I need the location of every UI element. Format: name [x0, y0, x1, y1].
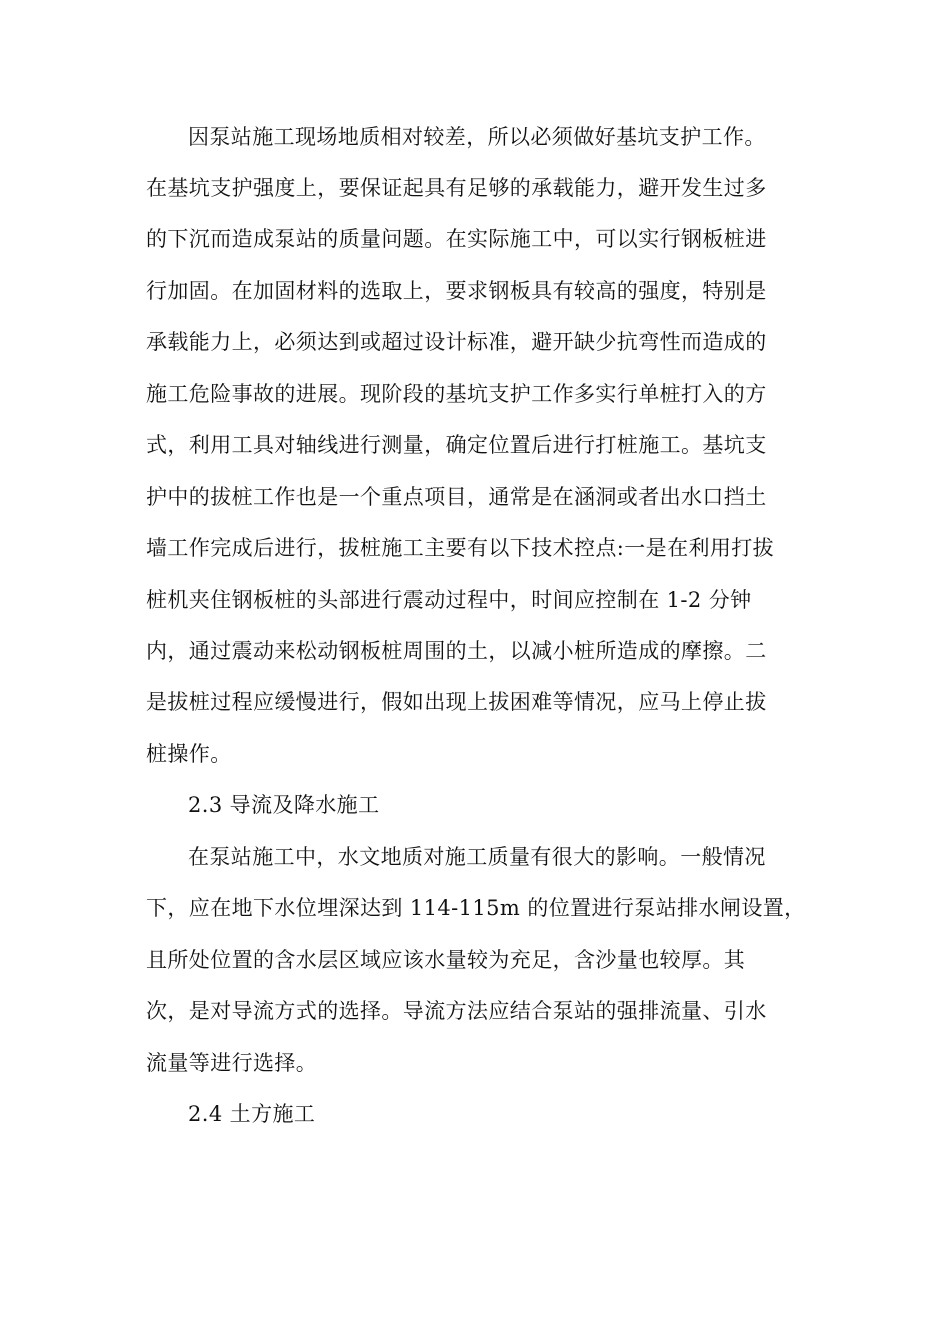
paragraph-line: 流量等进行选择。	[146, 1051, 318, 1075]
paragraph-line: 在基坑支护强度上，要保证起具有足够的承载能力，避开发生过多	[146, 176, 767, 200]
paragraph-line: 在泵站施工中，水文地质对施工质量有很大的影响。一般情况	[188, 845, 766, 869]
section-heading-2-3: 2.3 导流及降水施工	[188, 793, 380, 817]
paragraph-line: 行加固。在加固材料的选取上，要求钢板具有较高的强度，特别是	[146, 279, 767, 303]
paragraph-line: 次，是对导流方式的选择。导流方法应结合泵站的强排流量、引水	[146, 999, 767, 1023]
paragraph-line: 桩操作。	[146, 742, 232, 766]
paragraph-line: 内，通过震动来松动钢板桩周围的土，以减小桩所造成的摩擦。二	[146, 639, 767, 663]
paragraph-line: 因泵站施工现场地质相对较差，所以必须做好基坑支护工作。	[188, 125, 766, 149]
paragraph-line: 承载能力上，必须达到或超过设计标准，避开缺少抗弯性而造成的	[146, 330, 767, 354]
paragraph-line: 式，利用工具对轴线进行测量，确定位置后进行打桩施工。基坑支	[146, 433, 767, 457]
paragraph-line: 桩机夹住钢板桩的头部进行震动过程中，时间应控制在 1-2 分钟	[146, 588, 752, 612]
paragraph-line: 且所处位置的含水层区域应该水量较为充足，含沙量也较厚。其	[146, 948, 746, 972]
paragraph-line: 护中的拔桩工作也是一个重点项目，通常是在涵洞或者出水口挡土	[146, 485, 767, 509]
paragraph-line: 下，应在地下水位埋深达到 114-115m 的位置进行泵站排水闸设置，	[146, 896, 806, 920]
paragraph-line: 是拔桩过程应缓慢进行，假如出现上拔困难等情况，应马上停止拔	[146, 690, 767, 714]
paragraph-line: 施工危险事故的进展。现阶段的基坑支护工作多实行单桩打入的方	[146, 382, 767, 406]
section-heading-2-4: 2.4 土方施工	[188, 1102, 316, 1126]
paragraph-line: 的下沉而造成泵站的质量问题。在实际施工中，可以实行钢板桩进	[146, 227, 767, 251]
paragraph-line: 墙工作完成后进行，拔桩施工主要有以下技术控点:一是在利用打拔	[146, 536, 775, 560]
